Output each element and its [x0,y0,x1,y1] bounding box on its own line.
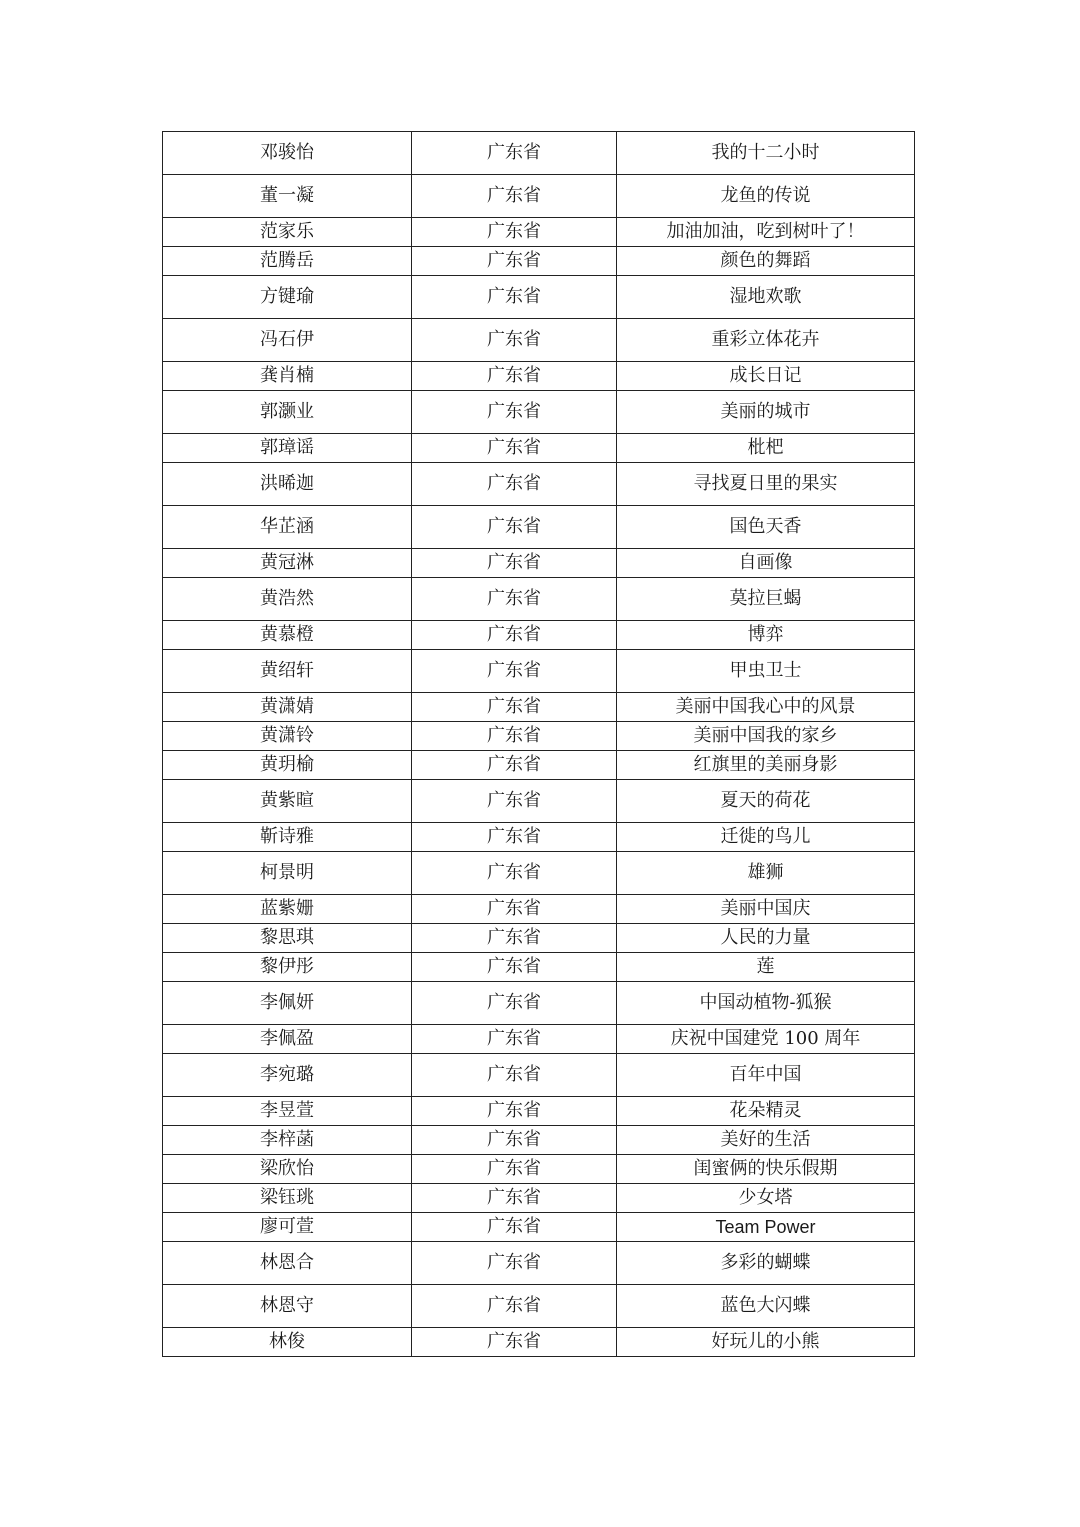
table-row [163,982,915,1025]
title-cell: 加油加油，吃到树叶了！ [617,218,915,247]
province-cell: 广东省 [412,1126,617,1155]
province-cell: 广东省 [412,549,617,578]
title-cell: 美丽的城市 [617,391,915,434]
province-cell: 广东省 [412,506,617,549]
province-cell: 广东省 [412,1213,617,1242]
table-row [163,1097,915,1126]
name-cell: 李梓菡 [163,1126,412,1155]
table-row [163,1242,915,1285]
title-cell: 多彩的蝴蝶 [617,1242,915,1285]
table-row [163,1025,915,1054]
name-cell: 黄慕橙 [163,621,412,650]
title-cell: 蓝色大闪蝶 [617,1285,915,1328]
table-row [163,247,915,276]
province-cell: 广东省 [412,953,617,982]
name-cell: 范腾岳 [163,247,412,276]
title-cell: 莲 [617,953,915,982]
province-cell: 广东省 [412,650,617,693]
table-row [163,506,915,549]
title-cell: 美丽中国庆 [617,895,915,924]
name-cell: 黄潇婧 [163,693,412,722]
table-row [163,434,915,463]
title-cell: 美丽中国我的家乡 [617,722,915,751]
name-cell: 黄玥榆 [163,751,412,780]
province-cell: 广东省 [412,751,617,780]
title-cell: 庆祝中国建党 100 周年 [617,1025,915,1054]
title-cell: 甲虫卫士 [617,650,915,693]
table-row [163,218,915,247]
table-row [163,1285,915,1328]
table-row [163,722,915,751]
province-cell: 广东省 [412,175,617,218]
title-cell: 夏天的荷花 [617,780,915,823]
title-cell: 寻找夏日里的果实 [617,463,915,506]
title-cell: 好玩儿的小熊 [617,1328,915,1357]
entry-table-body [163,132,915,1357]
table-row [163,549,915,578]
table-row [163,693,915,722]
name-cell: 洪晞迦 [163,463,412,506]
title-cell: 花朵精灵 [617,1097,915,1126]
title-cell: 美好的生活 [617,1126,915,1155]
table-row [163,175,915,218]
table-row [163,650,915,693]
name-cell: 梁钰珧 [163,1184,412,1213]
province-cell: 广东省 [412,780,617,823]
province-cell: 广东省 [412,1328,617,1357]
name-cell: 华芷涵 [163,506,412,549]
table-row [163,1155,915,1184]
province-cell: 广东省 [412,924,617,953]
title-cell: 红旗里的美丽身影 [617,751,915,780]
table-row [163,391,915,434]
title-cell: 重彩立体花卉 [617,319,915,362]
title-cell: 美丽中国我心中的风景 [617,693,915,722]
name-cell: 廖可萱 [163,1213,412,1242]
title-cell: 湿地欢歌 [617,276,915,319]
name-cell: 黄紫暄 [163,780,412,823]
title-cell: 少女塔 [617,1184,915,1213]
table-row [163,823,915,852]
table-row [163,852,915,895]
name-cell: 黄冠淋 [163,549,412,578]
province-cell: 广东省 [412,1184,617,1213]
table-row [163,578,915,621]
province-cell: 广东省 [412,1054,617,1097]
table-row [163,895,915,924]
province-cell: 广东省 [412,852,617,895]
table-row [163,1213,915,1242]
province-cell: 广东省 [412,895,617,924]
name-cell: 黎伊彤 [163,953,412,982]
name-cell: 李宛璐 [163,1054,412,1097]
province-cell: 广东省 [412,722,617,751]
province-cell: 广东省 [412,1285,617,1328]
province-cell: 广东省 [412,823,617,852]
table-row [163,1184,915,1213]
province-cell: 广东省 [412,693,617,722]
title-cell: 成长日记 [617,362,915,391]
name-cell: 郭璋谣 [163,434,412,463]
title-cell: 中国动植物-狐猴 [617,982,915,1025]
table-row [163,1328,915,1357]
name-cell: 冯石伊 [163,319,412,362]
province-cell: 广东省 [412,463,617,506]
province-cell: 广东省 [412,434,617,463]
title-cell: 颜色的舞蹈 [617,247,915,276]
table-row [163,132,915,175]
title-cell: 闺蜜俩的快乐假期 [617,1155,915,1184]
province-cell: 广东省 [412,391,617,434]
name-cell: 梁欣怡 [163,1155,412,1184]
title-cell: 莫拉巨蝎 [617,578,915,621]
name-cell: 林恩守 [163,1285,412,1328]
province-cell: 广东省 [412,621,617,650]
name-cell: 李昱萱 [163,1097,412,1126]
name-cell: 柯景明 [163,852,412,895]
name-cell: 范家乐 [163,218,412,247]
province-cell: 广东省 [412,578,617,621]
table-row [163,1126,915,1155]
name-cell: 黎思琪 [163,924,412,953]
name-cell: 龚肖楠 [163,362,412,391]
province-cell: 广东省 [412,1155,617,1184]
title-cell: 人民的力量 [617,924,915,953]
title-cell: 龙鱼的传说 [617,175,915,218]
title-cell: 枇杷 [617,434,915,463]
province-cell: 广东省 [412,1025,617,1054]
name-cell: 黄浩然 [163,578,412,621]
province-cell: 广东省 [412,247,617,276]
name-cell: 林俊 [163,1328,412,1357]
title-cell: 国色天香 [617,506,915,549]
table-row [163,1054,915,1097]
title-cell: 雄狮 [617,852,915,895]
name-cell: 蓝紫姗 [163,895,412,924]
table-row [163,319,915,362]
title-cell: 博弈 [617,621,915,650]
name-cell: 黄绍轩 [163,650,412,693]
name-cell: 黄潇铃 [163,722,412,751]
name-cell: 靳诗雅 [163,823,412,852]
table-row [163,780,915,823]
province-cell: 广东省 [412,982,617,1025]
table-row [163,621,915,650]
title-cell: 百年中国 [617,1054,915,1097]
title-cell: 自画像 [617,549,915,578]
province-cell: 广东省 [412,132,617,175]
province-cell: 广东省 [412,218,617,247]
province-cell: 广东省 [412,319,617,362]
province-cell: 广东省 [412,1097,617,1126]
table-row [163,463,915,506]
title-cell: 我的十二小时 [617,132,915,175]
name-cell: 郭灏业 [163,391,412,434]
table-row [163,924,915,953]
province-cell: 广东省 [412,276,617,319]
name-cell: 李佩妍 [163,982,412,1025]
name-cell: 李佩盈 [163,1025,412,1054]
table-row [163,953,915,982]
title-cell: Team Power [617,1213,915,1242]
name-cell: 邓骏怡 [163,132,412,175]
table-row [163,751,915,780]
entry-table [162,131,915,1357]
province-cell: 广东省 [412,362,617,391]
table-row [163,276,915,319]
name-cell: 方键瑜 [163,276,412,319]
province-cell: 广东省 [412,1242,617,1285]
title-cell: 迁徙的鸟儿 [617,823,915,852]
name-cell: 董一凝 [163,175,412,218]
name-cell: 林恩合 [163,1242,412,1285]
table-row [163,362,915,391]
